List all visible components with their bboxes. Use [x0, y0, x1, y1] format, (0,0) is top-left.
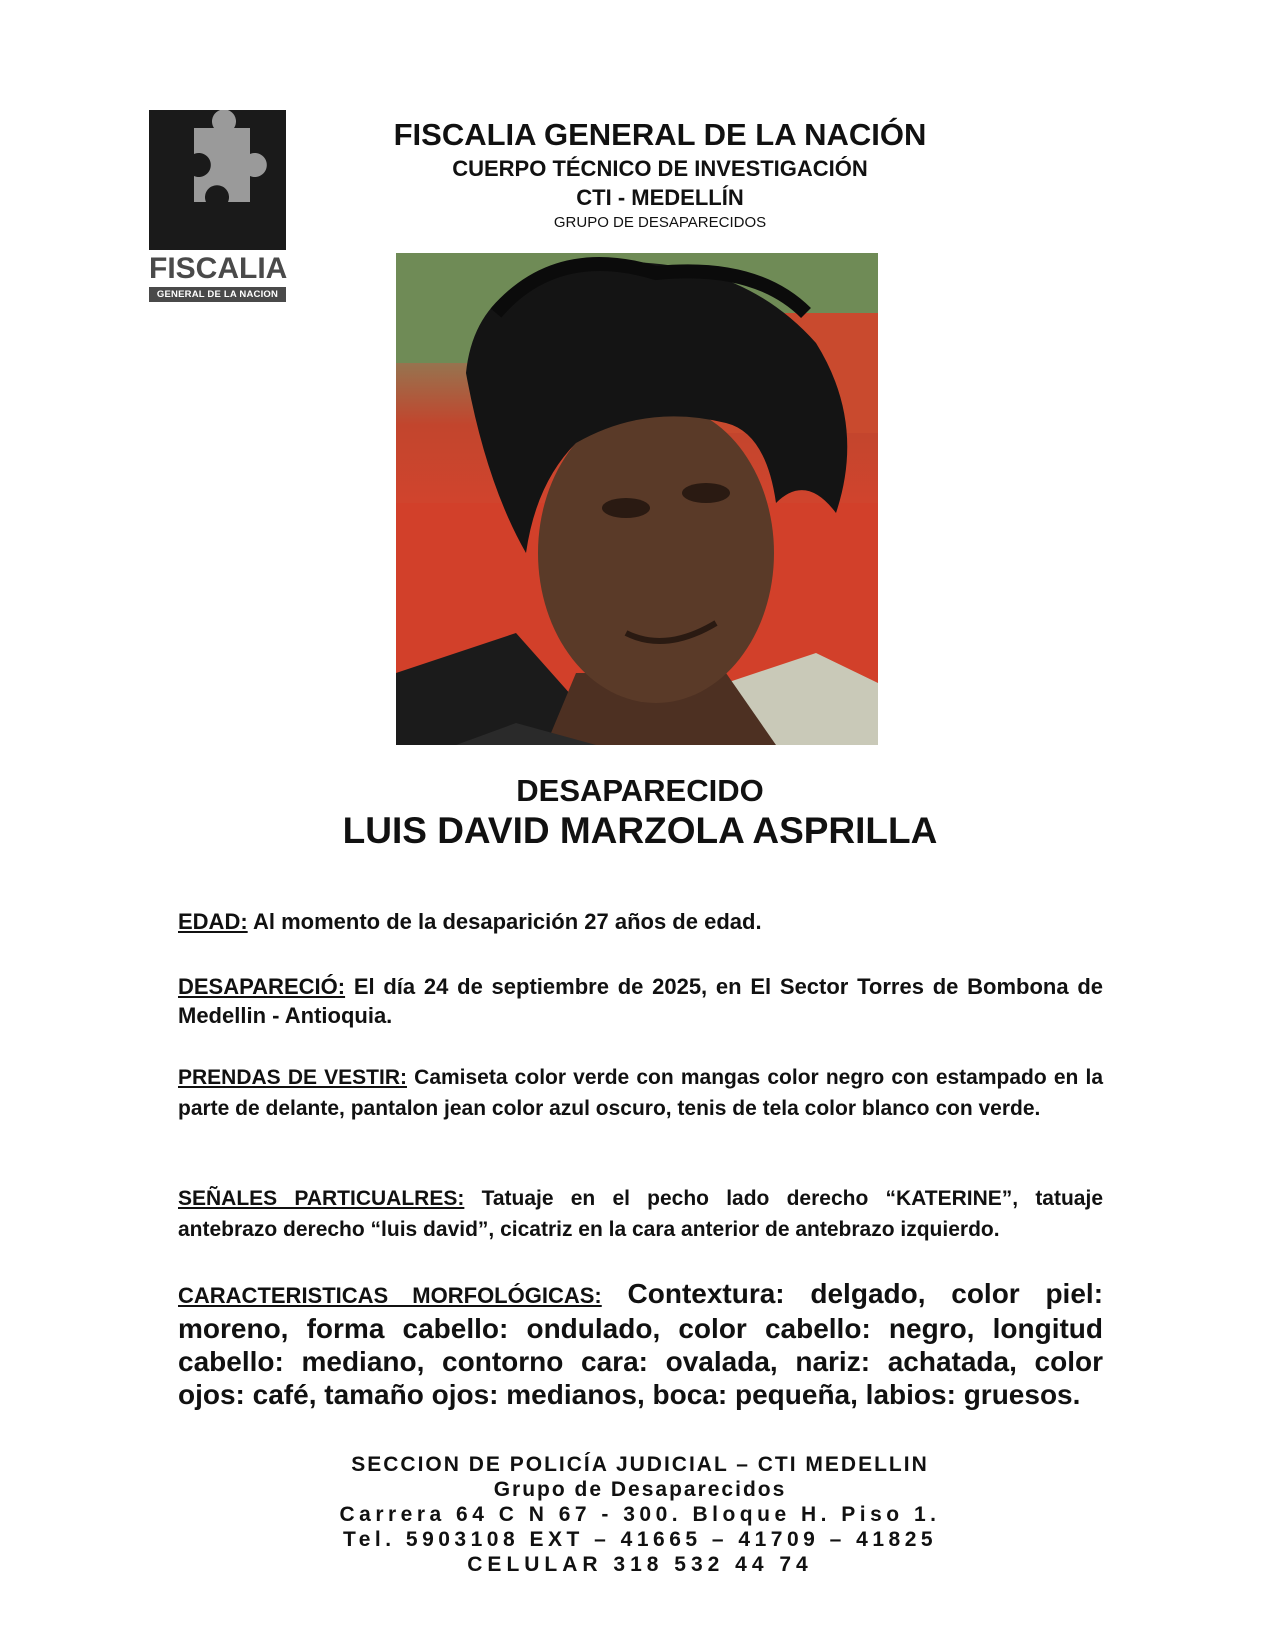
age-label: EDAD:	[178, 909, 248, 934]
footer-phone: Tel. 5903108 EXT – 41665 – 41709 – 41825	[342, 1528, 938, 1551]
clothing-paragraph	[178, 1062, 1103, 1124]
disappeared-text: El día 24 de septiembre de 2025, en El Sector Torres de Bombona de Medellin - Antioquia.	[178, 974, 1103, 1028]
marks-paragraph	[178, 1183, 1103, 1245]
clothing-text: Camiseta color verde con mangas color negro con estampado en la parte de delante, pantalon jean color azul oscuro, tenis de tela color blanco con verde.	[178, 1066, 1103, 1120]
header-office: CTI - MEDELLÍN	[576, 185, 744, 210]
person-name: LUIS DAVID MARZOLA ASPRILLA	[342, 810, 938, 851]
missing-person-photo	[396, 253, 878, 745]
header-group: GRUPO DE DESAPARECIDOS	[553, 214, 767, 231]
disappeared-paragraph	[178, 972, 1103, 1030]
footer-address: Carrera 64 C N 67 - 300. Bloque H. Piso 1.	[339, 1503, 941, 1526]
puzzle-piece-icon	[149, 110, 286, 250]
footer-section: SECCION DE POLICÍA JUDICIAL – CTI MEDELLIN	[351, 1453, 929, 1476]
clothing-label: PRENDAS DE VESTIR:	[178, 1066, 407, 1089]
morphology-label: CARACTERISTICAS MORFOLÓGICAS:	[178, 1283, 602, 1308]
footer-group: Grupo de Desaparecidos	[493, 1478, 787, 1501]
status-heading: DESAPARECIDO	[516, 773, 764, 808]
footer-cellphone: CELULAR 318 532 44 74	[467, 1553, 813, 1576]
age-text: Al momento de la desaparición 27 años de edad.	[252, 909, 762, 934]
marks-label: SEÑALES PARTICUALRES:	[178, 1187, 465, 1210]
logo-wordmark: FISCALIA	[149, 252, 288, 285]
disappeared-label: DESAPARECIÓ:	[178, 974, 346, 999]
fiscalia-logo	[149, 110, 286, 302]
header-title: FISCALIA GENERAL DE LA NACIÓN	[393, 117, 927, 152]
morphology-text: Contextura: delgado, color piel: moreno, forma cabello: ondulado, color cabello: negro, longitud cabello: mediano, contorno cara: ovalada, nariz: achatada, color ojos: café, tamaño ojos: medianos, boca: pequeña, labios: gruesos.	[178, 1278, 1104, 1410]
header-subtitle: CUERPO TÉCNICO DE INVESTIGACIÓN	[452, 156, 868, 181]
morphology-paragraph	[178, 1277, 1103, 1411]
marks-text: Tatuaje en el pecho lado derecho “KATERINE”, tatuaje antebrazo derecho “luis david”, cicatriz en la cara anterior de antebrazo izquierdo.	[178, 1187, 1104, 1241]
logo-subtitle: GENERAL DE LA NACION	[149, 287, 286, 302]
age-paragraph	[178, 907, 1103, 936]
